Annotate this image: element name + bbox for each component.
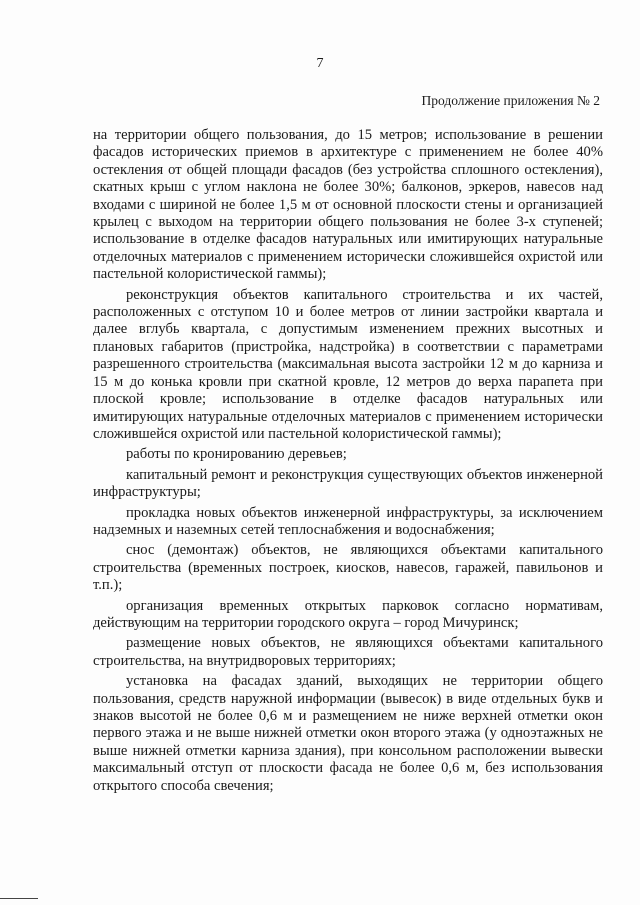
paragraph: на территории общего пользования, до 15 метров; использование в решении фасадов исторических приемов в архитектуре с применением не более 40% остекления от общей площади фасадов (без устройства сплошного остекления), скатных крыш с углом наклона не более 30%; балконов, эркеров, навесов над входами с шириной не более 1,5 м от основной плоскости стены и организацией крылец с выходом на территории общего пользования не более 3-х ступеней; использование в отделке фасадов натуральных или имитирующих натуральные отделочных материалов с применением исторически сложившейся охристой или пастельной колористической гаммы); (93, 127, 603, 283)
paragraph: реконструкция объектов капитального строительства и их частей, расположенных с отступом 10 и более метров от линии застройки квартала и далее вглубь квартала, с допустимым изменением прежних высотных и плановых габаритов (пристройка, надстройка) в соответствии с параметрами разрешенного строительства (максимальная высота застройки 12 м до карниза и 15 м до конька кровли при скатной кровле, 12 метров до верха парапета при плоской кровле; использование в отделке фасадов натуральных или имитирующих натуральные отделочных материалов с применением исторически сложившейся охристой или пастельной колористической гаммы); (93, 286, 603, 442)
paragraph: капитальный ремонт и реконструкция существующих объектов инженерной инфраструктуры; (93, 466, 603, 501)
paragraph: работы по кронированию деревьев; (126, 446, 347, 463)
paragraph: организация временных открытых парковок согласно нормативам, действующим на территории городского округа – город Мичуринск; (93, 597, 603, 631)
paragraph: установка на фасадах зданий, выходящих не территории общего пользования, средств наружной информации (вывесок) в виде отдельных букв и знаков высотой не более 0,6 м и размещением не ниже верхней отметки окон первого этажа и не выше нижней отметки окон второго этажа (у одноэтажных не выше нижней отметки карниза здания), при консольном расположении вывески максимальный отступ от плоскости фасада не более 0,6 м, без использования открытого способа свечения; (93, 673, 603, 794)
footer-divider (0, 898, 38, 899)
body-text (93, 127, 603, 798)
paragraph: прокладка новых объектов инженерной инфраструктуры, за исключением надземных и наземных сетей теплоснабжения и водоснабжения; (93, 504, 603, 538)
paragraph: размещение новых объектов, не являющихся объектами капитального строительства, на внутридворовых территориях; (93, 635, 603, 669)
paragraph: снос (демонтаж) объектов, не являющихся объектами капитального строительства (временных построек, киосков, навесов, гаражей, павильонов и т.п.); (93, 542, 603, 594)
appendix-continuation-note: Продолжение приложения № 2 (421, 93, 600, 108)
page-number: 7 (316, 56, 324, 71)
